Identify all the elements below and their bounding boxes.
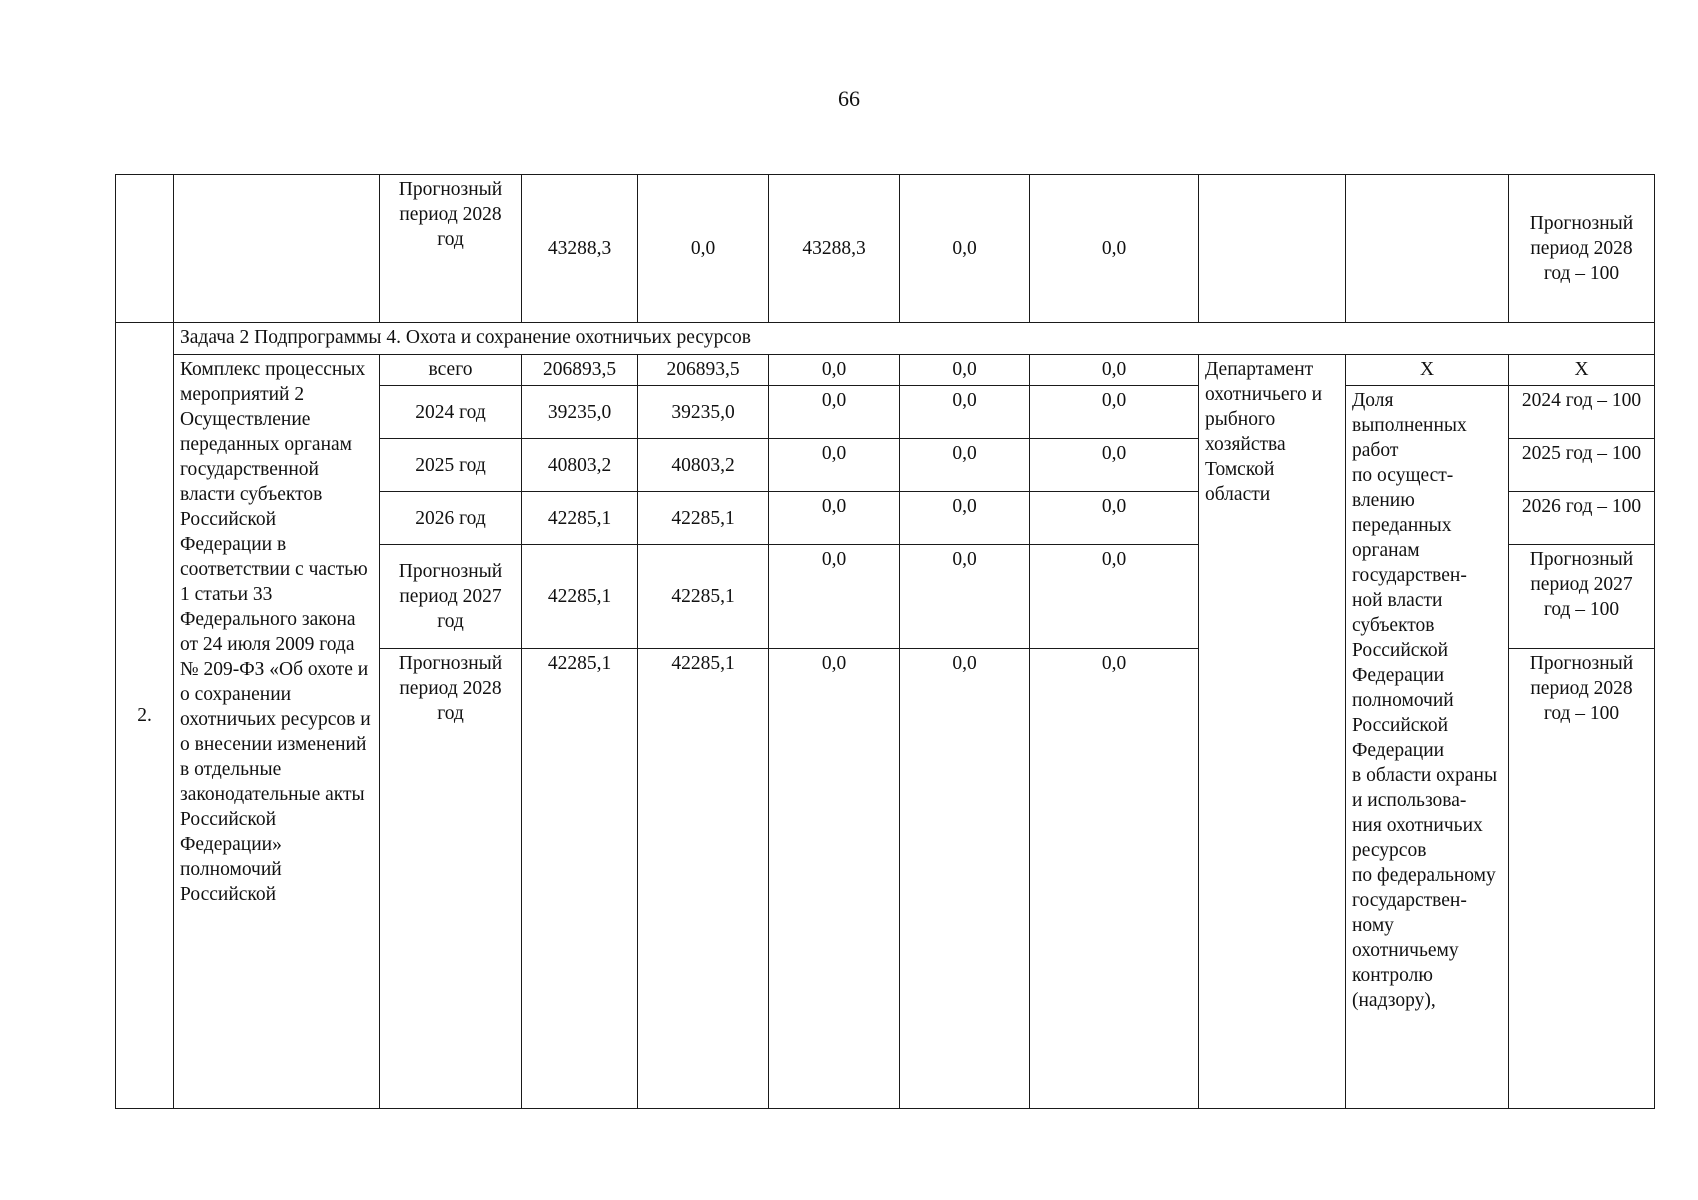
value-cell: 42285,1 bbox=[522, 492, 638, 545]
value-cell: 0,0 bbox=[638, 175, 769, 323]
value-cell: 42285,1 bbox=[522, 649, 638, 1109]
value-cell: 206893,5 bbox=[638, 355, 769, 386]
value-cell: 40803,2 bbox=[522, 439, 638, 492]
indicator-value-cell: 2025 год – 100 bbox=[1509, 439, 1655, 492]
indicator-value-cell: 2024 год – 100 bbox=[1509, 386, 1655, 439]
indicator-value-cell: Прогнозный период 2028 год – 100 bbox=[1509, 649, 1655, 1109]
section-number: 2. bbox=[116, 323, 174, 1109]
period-cell: 2025 год bbox=[380, 439, 522, 492]
table-row bbox=[116, 355, 1655, 386]
value-cell: 0,0 bbox=[769, 545, 900, 649]
value-cell: 0,0 bbox=[769, 492, 900, 545]
value-cell: 0,0 bbox=[900, 439, 1030, 492]
period-cell: всего bbox=[380, 355, 522, 386]
indicator-name-cell: Доля выполненных работ по осущест- влению переданных органам государствен- ной власти субъектов Российской Федерации полномочий Российской Федерации в области охраны и использова- ния охотничьих ресурсов по федеральному государствен- ному охотничьему контролю (надзору), bbox=[1346, 386, 1509, 1109]
value-cell: 42285,1 bbox=[638, 492, 769, 545]
value-cell: 0,0 bbox=[769, 355, 900, 386]
value-cell: 42285,1 bbox=[638, 649, 769, 1109]
executor-cell bbox=[1199, 175, 1346, 323]
period-cell: 2024 год bbox=[380, 386, 522, 439]
value-cell: 0,0 bbox=[900, 386, 1030, 439]
measure-description: Комплекс процессных мероприятий 2 Осуществление переданных органам государственной власти субъектов Российской Федерации в соответствии с частью 1 статьи 33 Федерального закона от 24 июля 2009 года № 209-ФЗ «Об охоте и о сохранении охотничьих ресурсов и о внесении изменений в отдельные законодательные акты Российской Федерации» полномочий Российской bbox=[174, 355, 380, 1109]
task-title: Задача 2 Подпрограммы 4. Охота и сохранение охотничьих ресурсов bbox=[174, 323, 1655, 355]
value-cell: 0,0 bbox=[1030, 386, 1199, 439]
value-cell: 0,0 bbox=[1030, 545, 1199, 649]
value-cell: 39235,0 bbox=[638, 386, 769, 439]
value-cell: 0,0 bbox=[900, 492, 1030, 545]
value-cell: 0,0 bbox=[1030, 355, 1199, 386]
indicator-value-cell: 2026 год – 100 bbox=[1509, 492, 1655, 545]
value-cell: 0,0 bbox=[900, 545, 1030, 649]
period-cell: Прогнозный период 2028 год bbox=[380, 175, 522, 323]
value-cell: 40803,2 bbox=[638, 439, 769, 492]
indicator-value-cell: Прогнозный период 2027 год – 100 bbox=[1509, 545, 1655, 649]
program-table bbox=[115, 174, 1655, 1109]
value-cell: 43288,3 bbox=[522, 175, 638, 323]
value-cell: 0,0 bbox=[769, 439, 900, 492]
value-cell: 0,0 bbox=[900, 649, 1030, 1109]
indicator-header-value-cell: Х bbox=[1509, 355, 1655, 386]
value-cell: 0,0 bbox=[1030, 492, 1199, 545]
value-cell: 0,0 bbox=[1030, 649, 1199, 1109]
measure-cell bbox=[174, 175, 380, 323]
indicator-value-cell: Прогнозный период 2028 год – 100 bbox=[1509, 175, 1655, 323]
table-row bbox=[116, 323, 1655, 355]
value-cell: 0,0 bbox=[900, 355, 1030, 386]
value-cell: 0,0 bbox=[1030, 439, 1199, 492]
value-cell: 39235,0 bbox=[522, 386, 638, 439]
value-cell: 206893,5 bbox=[522, 355, 638, 386]
value-cell: 42285,1 bbox=[522, 545, 638, 649]
executor-cell: Департамент охотничьего и рыбного хозяйства Томской области bbox=[1199, 355, 1346, 1109]
period-cell: 2026 год bbox=[380, 492, 522, 545]
indicator-cell bbox=[1346, 175, 1509, 323]
value-cell: 0,0 bbox=[900, 175, 1030, 323]
period-cell: Прогнозный период 2027 год bbox=[380, 545, 522, 649]
value-cell: 43288,3 bbox=[769, 175, 900, 323]
value-cell: 0,0 bbox=[769, 649, 900, 1109]
value-cell: 0,0 bbox=[769, 386, 900, 439]
indicator-header-cell: Х bbox=[1346, 355, 1509, 386]
value-cell: 0,0 bbox=[1030, 175, 1199, 323]
table-row bbox=[116, 175, 1655, 323]
page-number: 66 bbox=[838, 86, 860, 111]
value-cell: 42285,1 bbox=[638, 545, 769, 649]
period-cell: Прогнозный период 2028 год bbox=[380, 649, 522, 1109]
row-number-cell bbox=[116, 175, 174, 323]
